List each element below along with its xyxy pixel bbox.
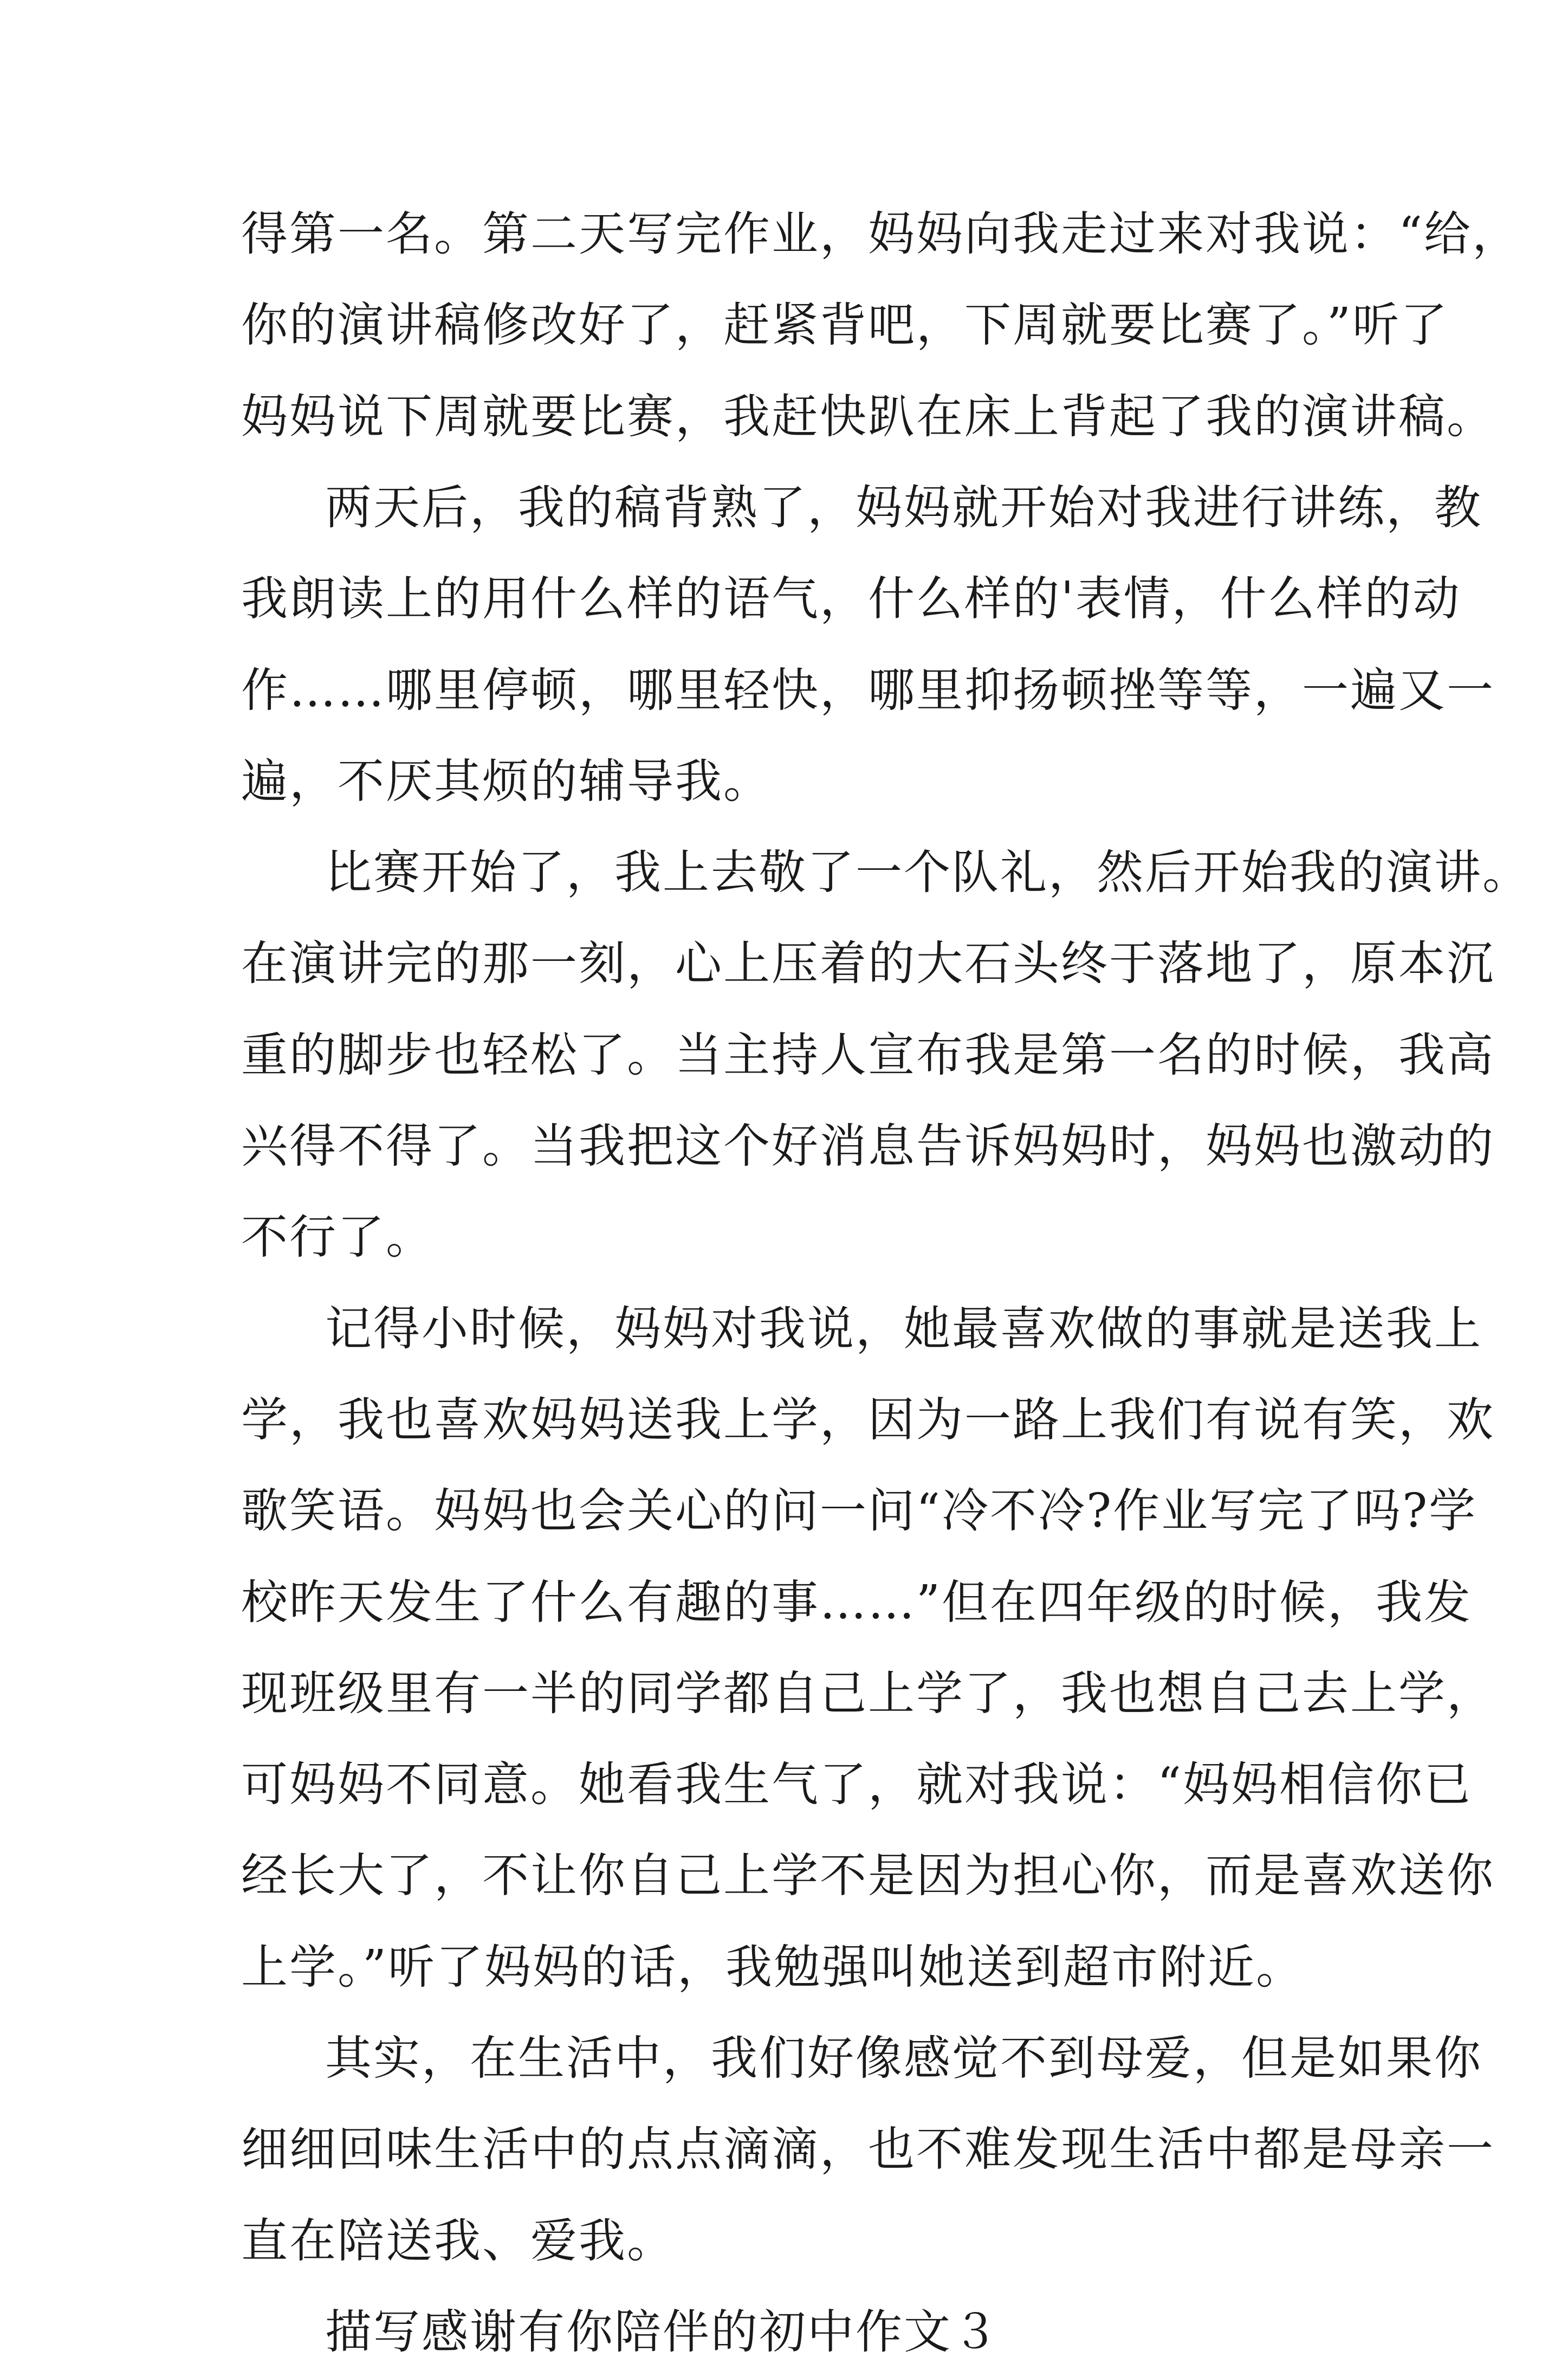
text-line: 妈妈说下周就要比赛，我赶快趴在床上背起了我的演讲稿。 xyxy=(241,390,1495,444)
text-line: 描写感谢有你陪伴的初中作文３ xyxy=(325,2305,1000,2359)
text-line: 学，我也喜欢妈妈送我上学，因为一路上我们有说有笑，欢 xyxy=(241,1393,1495,1447)
text-line: 在演讲完的那一刻，心上压着的大石头终于落地了，原本沉 xyxy=(241,937,1495,991)
text-line: 得第一名。第二天写完作业，妈妈向我走过来对我说：“给， xyxy=(241,207,1520,261)
text-line: 现班级里有一半的同学都自己上学了，我也想自己去上学， xyxy=(241,1667,1495,1721)
text-line: 兴得不得了。当我把这个好消息告诉妈妈时，妈妈也激动的 xyxy=(241,1119,1495,1173)
text-line: 两天后，我的稿背熟了，妈妈就开始对我进行讲练，教 xyxy=(325,481,1482,535)
text-line: 可妈妈不同意。她看我生气了，就对我说：“妈妈相信你已 xyxy=(241,1758,1472,1812)
text-line: 其实，在生活中，我们好像感觉不到母爱，但是如果你 xyxy=(325,2031,1482,2085)
text-line: 我朗读上的用什么样的语气，什么样的'表情，什么样的动 xyxy=(241,572,1461,626)
text-line: 细细回味生活中的点点滴滴，也不难发现生活中都是母亲一 xyxy=(241,2122,1495,2177)
text-line: 校昨天发生了什么有趣的事……”但在四年级的时候，我发 xyxy=(241,1575,1472,1630)
text-line: 作……哪里停顿，哪里轻快，哪里抑扬顿挫等等，一遍又一 xyxy=(241,663,1495,718)
text-line: 上学。”听了妈妈的话，我勉强叫她送到超市附近。 xyxy=(241,1940,1304,1994)
text-line: 你的演讲稿修改好了，赶紧背吧，下周就要比赛了。”听了 xyxy=(241,298,1449,352)
text-line: 比赛开始了，我上去敬了一个队礼，然后开始我的演讲。 xyxy=(325,845,1531,900)
text-line: 重的脚步也轻松了。当主持人宣布我是第一名的时候，我高 xyxy=(241,1028,1495,1082)
text-line: 经长大了，不让你自己上学不是因为担心你，而是喜欢送你 xyxy=(241,1849,1495,1903)
text-line: 遍，不厌其烦的辅导我。 xyxy=(241,754,772,809)
text-line: 记得小时候，妈妈对我说，她最喜欢做的事就是送我上 xyxy=(325,1302,1482,1356)
text-line: 直在陪送我、爱我。 xyxy=(241,2214,675,2268)
text-line: 不行了。 xyxy=(241,1210,434,1264)
text-line: 歌笑语。妈妈也会关心的问一问“冷不冷?作业写完了吗?学 xyxy=(241,1484,1478,1538)
